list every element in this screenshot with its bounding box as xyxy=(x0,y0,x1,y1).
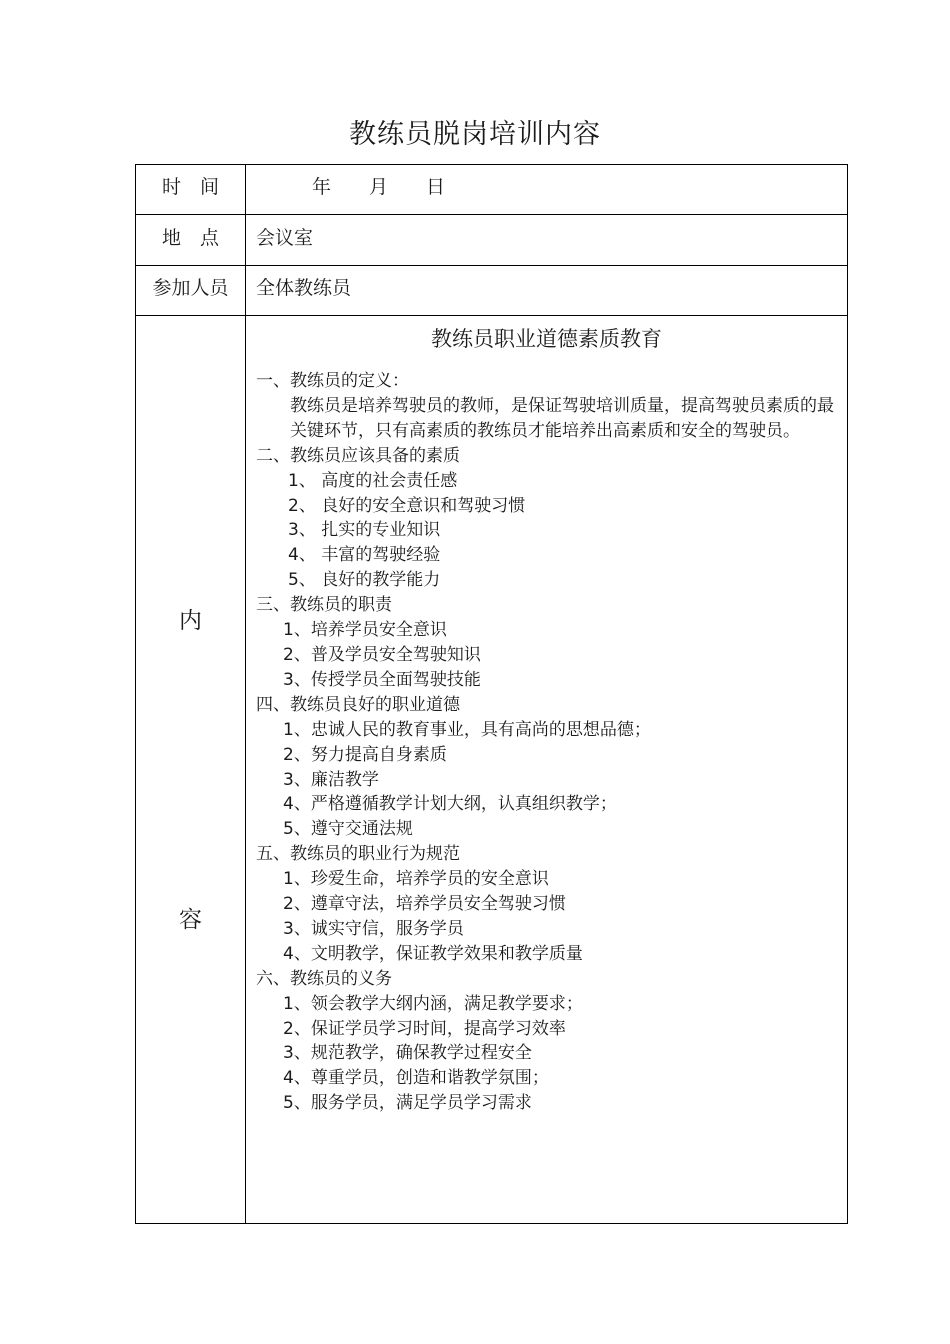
list-item: 3、廉洁教学 xyxy=(283,769,379,790)
list-item: 4、 丰富的驾驶经验 xyxy=(288,545,441,566)
list-item: 3、规范教学，确保教学过程安全 xyxy=(283,1043,532,1064)
row-divider xyxy=(136,214,847,215)
list-item: 1、培养学员安全意识 xyxy=(283,620,447,641)
row-divider xyxy=(136,315,847,316)
participants-label: 参加人员 xyxy=(152,277,229,299)
page-title: 教练员脱岗培训内容 xyxy=(349,119,601,150)
section-heading: 一、教练员的定义： xyxy=(256,371,409,391)
section-heading: 四、教练员良好的职业道德 xyxy=(256,694,460,715)
content-title: 教练员职业道德素质教育 xyxy=(431,327,662,351)
section-heading: 五、教练员的职业行为规范 xyxy=(256,844,460,865)
participants-value: 全体教练员 xyxy=(256,277,352,299)
section-heading: 二、教练员应该具备的素质 xyxy=(256,445,460,466)
list-item: 1、忠诚人民的教育事业，具有高尚的思想品德； xyxy=(283,719,651,740)
time-value: 年 月 日 xyxy=(312,176,446,198)
list-item: 5、 良好的教学能力 xyxy=(288,570,441,591)
list-item: 2、普及学员安全驾驶知识 xyxy=(283,644,481,665)
list-item: 3、 扎实的专业知识 xyxy=(288,520,441,541)
section-heading: 六、教练员的义务 xyxy=(256,968,392,989)
list-item: 4、严格遵循教学计划大纲，认真组织教学； xyxy=(283,794,617,815)
list-item: 2、保证学员学习时间，提高学习效率 xyxy=(283,1018,566,1039)
list-item: 1、 高度的社会责任感 xyxy=(288,470,458,491)
time-label: 时 间 xyxy=(161,176,219,198)
list-item: 4、文明教学，保证教学效果和教学质量 xyxy=(283,943,583,964)
section-heading: 三、教练员的职责 xyxy=(256,595,392,616)
list-item: 3、诚实守信，服务学员 xyxy=(283,918,464,939)
list-item: 4、尊重学员，创造和谐教学氛围； xyxy=(283,1068,549,1089)
content-label-bottom: 容 xyxy=(179,907,202,933)
training-table xyxy=(135,164,848,1224)
list-item: 2、努力提高自身素质 xyxy=(283,744,447,765)
list-item: 2、 良好的安全意识和驾驶习惯 xyxy=(288,495,526,516)
place-value: 会议室 xyxy=(256,227,314,249)
list-item: 1、领会教学大纲内涵，满足教学要求； xyxy=(283,993,583,1014)
list-item: 5、服务学员，满足学员学习需求 xyxy=(283,1093,532,1114)
place-label: 地 点 xyxy=(161,227,219,249)
list-item: 5、遵守交通法规 xyxy=(283,819,413,840)
section-paragraph: 教练员是培养驾驶员的教师，是保证驾驶培训质量，提高驾驶员素质的最关键环节，只有高素质的教练员才能培养出高素质和安全的驾驶员。 xyxy=(290,395,834,441)
content-body xyxy=(256,369,841,1116)
row-divider xyxy=(136,265,847,266)
content-label-top: 内 xyxy=(179,608,202,634)
list-item: 2、遵章守法，培养学员安全驾驶习惯 xyxy=(283,894,566,915)
list-item: 1、珍爱生命，培养学员的安全意识 xyxy=(283,869,549,890)
list-item: 3、传授学员全面驾驶技能 xyxy=(283,669,481,690)
